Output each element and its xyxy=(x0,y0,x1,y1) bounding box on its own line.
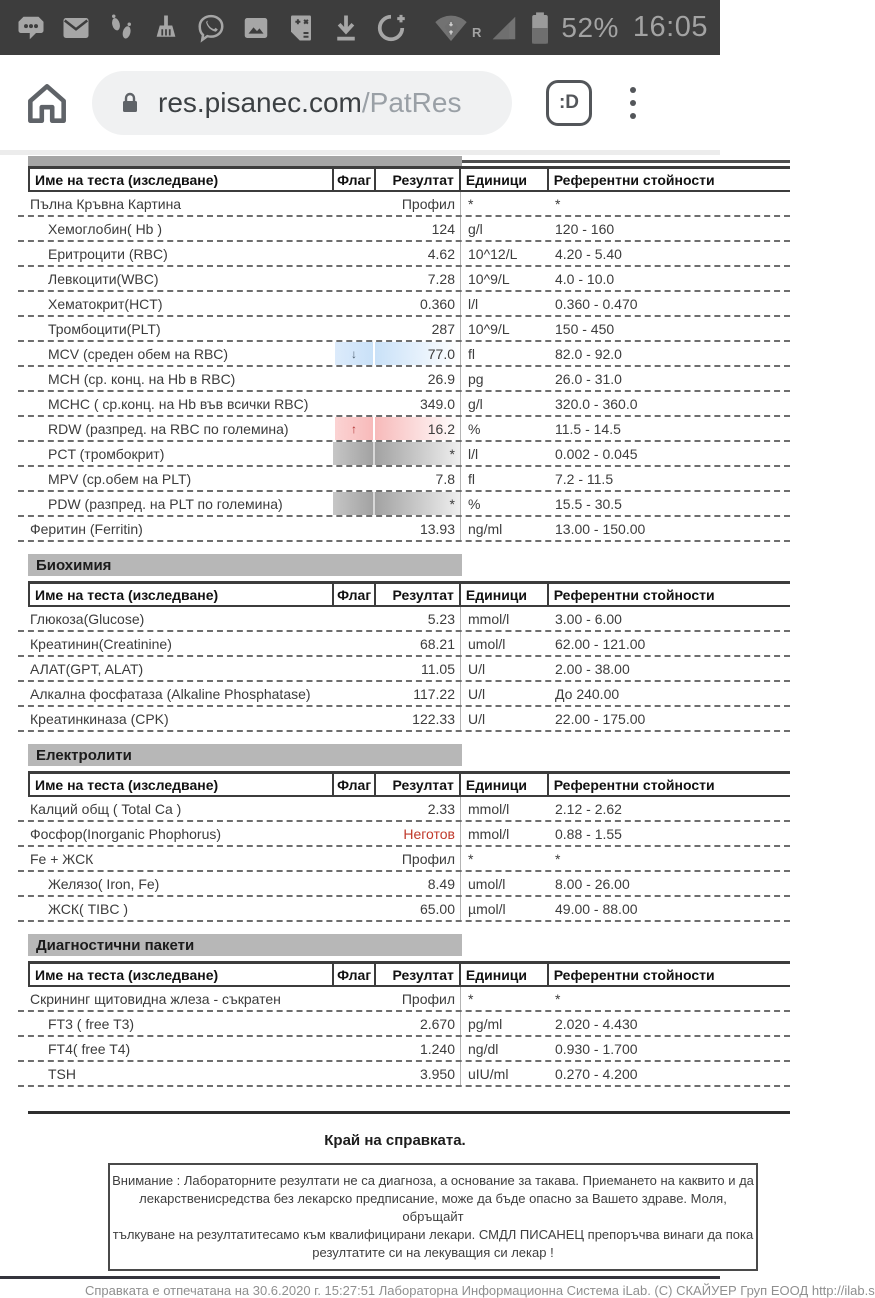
cell-flag xyxy=(333,707,375,730)
table-row xyxy=(18,1037,790,1062)
column-header-result: Резултат xyxy=(376,584,461,605)
cell-reference: 0.930 - 1.700 xyxy=(555,1040,638,1057)
battery-icon xyxy=(527,11,553,45)
cell-test-name: PCT (тромбокрит) xyxy=(48,445,165,462)
cell-test-name: Креатинин(Creatinine) xyxy=(30,635,172,652)
cell-test-name: FT3 ( free T3) xyxy=(48,1015,135,1032)
column-header-reference: Референтни стойности xyxy=(553,776,715,793)
cell-flag xyxy=(333,1012,375,1035)
warning-line: лекарственисредства без лекарско предписание, може да бъде опасно за Вашето здраве. Моля, обръщайт xyxy=(139,1191,727,1224)
cell-units: g/l xyxy=(460,392,548,415)
cell-test-name: FT4( free T4) xyxy=(48,1040,131,1057)
cell-result: 124 xyxy=(431,220,455,237)
table-row xyxy=(18,192,790,217)
cell-test-name: Фосфор(Inorganic Phophorus) xyxy=(30,825,222,842)
column-header-name: Име на теста (изследване) xyxy=(30,964,334,985)
results-table-header xyxy=(28,166,790,192)
column-header-units: Единици xyxy=(461,964,549,985)
cell-result: 77.0 xyxy=(375,342,460,365)
browser-bar xyxy=(0,55,720,150)
cell-test-name: Феритин (Ferritin) xyxy=(30,520,143,537)
cell-result: Профил xyxy=(401,195,455,212)
cell-test-name: Левкоцити(WBC) xyxy=(48,270,159,287)
clock: 16:05 xyxy=(632,11,708,43)
cell-units: ng/dl xyxy=(460,1037,548,1060)
cell-flag xyxy=(333,517,375,540)
table-row xyxy=(18,417,790,442)
cell-reference: 0.360 - 0.470 xyxy=(555,295,638,312)
cell-units: µmol/l xyxy=(460,897,548,920)
cell-flag xyxy=(333,897,375,920)
table-row xyxy=(18,317,790,342)
cell-units: U/l xyxy=(460,657,548,680)
cell-result: 13.93 xyxy=(419,520,455,537)
cell-test-name: PDW (разпред. на PLT по големина) xyxy=(48,495,283,512)
table-top-border xyxy=(462,160,790,163)
flag-arrow-icon: ↑ xyxy=(351,421,357,436)
results-table-header xyxy=(28,961,790,987)
column-header-flag: Флаг xyxy=(334,584,376,605)
wifi-icon xyxy=(434,12,468,44)
cell-reference: 4.0 - 10.0 xyxy=(555,270,615,287)
table-row xyxy=(18,632,790,657)
table-row xyxy=(18,707,790,732)
cell-reference: 2.12 - 2.62 xyxy=(555,800,622,817)
cell-units: umol/l xyxy=(460,632,548,655)
cell-test-name: RDW (разпред. на RBC по големина) xyxy=(48,420,289,437)
page-top-strip xyxy=(0,150,720,155)
cell-test-name: Алкална фосфатаза (Alkaline Phosphatase) xyxy=(30,685,311,702)
url-domain: res.pisanec.com xyxy=(158,86,362,118)
column-header-name: Име на теста (изследване) xyxy=(30,584,334,605)
cell-units: U/l xyxy=(460,707,548,730)
cell-reference: 8.00 - 26.00 xyxy=(555,875,630,892)
cell-result: * xyxy=(375,492,460,515)
print-info-text: Справката е отпечатана на 30.6.2020 г. 15:27:51 Лабораторна Информационна Система iLab. (C) СКАЙУЕР Груп ЕООД http://ilab.s xyxy=(85,1283,875,1298)
column-header-reference: Референтни стойности xyxy=(553,586,715,603)
cell-reference: 2.020 - 4.430 xyxy=(555,1015,638,1032)
data-saver-icon xyxy=(376,13,406,43)
table-row xyxy=(18,492,790,517)
cell-flag xyxy=(333,987,375,1010)
cell-result: 7.8 xyxy=(435,470,455,487)
cell-flag xyxy=(333,267,375,290)
cell-units: fl xyxy=(460,342,548,365)
table-row xyxy=(18,292,790,317)
gallery-icon xyxy=(241,13,271,43)
cell-test-name: ЖСК( TIBC ) xyxy=(48,900,129,917)
cell-result: 0.360 xyxy=(419,295,455,312)
table-row xyxy=(18,682,790,707)
status-bar xyxy=(0,0,720,55)
cell-result: Профил xyxy=(401,850,455,867)
results-table-header xyxy=(28,771,790,797)
table-row xyxy=(18,392,790,417)
cell-reference: * xyxy=(555,850,561,867)
cell-units: % xyxy=(460,417,548,440)
cell-result: 2.670 xyxy=(419,1015,455,1032)
cell-flag xyxy=(333,607,375,630)
results-table-header xyxy=(28,581,790,607)
table-row xyxy=(18,987,790,1012)
viber-icon xyxy=(196,13,226,43)
cell-test-name: Желязо( Iron, Fe) xyxy=(48,875,160,892)
cell-result: 8.49 xyxy=(427,875,455,892)
cell-units: % xyxy=(460,492,548,515)
flag-arrow-icon: ↓ xyxy=(351,346,357,361)
url-path: /PatRes xyxy=(361,86,462,118)
home-button[interactable] xyxy=(22,78,72,128)
cell-reference: 120 - 160 xyxy=(555,220,615,237)
column-header-result: Резултат xyxy=(376,169,461,190)
page-content xyxy=(0,150,875,1298)
cell-units: pg/ml xyxy=(460,1012,548,1035)
cell-test-name: Тромбоцити(PLT) xyxy=(48,320,161,337)
cell-flag xyxy=(333,392,375,415)
cell-result: 11.05 xyxy=(421,660,455,677)
cell-result: 4.62 xyxy=(427,245,455,262)
cell-reference: 320.0 - 360.0 xyxy=(555,395,638,412)
column-header-reference: Референтни стойности xyxy=(553,966,715,983)
cell-units: * xyxy=(460,192,548,215)
cell-flag xyxy=(333,682,375,705)
cell-units: 10^12/L xyxy=(460,242,548,265)
column-header-units: Единици xyxy=(461,169,549,190)
table-row xyxy=(18,342,790,367)
table-row xyxy=(18,1062,790,1087)
lock-icon xyxy=(118,89,142,117)
end-of-report-text: Край на справката. xyxy=(324,1132,466,1149)
cell-test-name: MCV (среден обем на RBC) xyxy=(48,345,229,362)
cell-result: 2.33 xyxy=(427,800,455,817)
cell-flag xyxy=(333,847,375,870)
battery-percent: 52% xyxy=(561,11,619,43)
table-row xyxy=(18,822,790,847)
cell-flag xyxy=(333,217,375,240)
table-row xyxy=(18,242,790,267)
cell-result: 117.22 xyxy=(413,685,455,702)
cell-reference: * xyxy=(555,990,561,1007)
column-header-result: Резултат xyxy=(376,964,461,985)
cell-result: 1.240 xyxy=(419,1040,455,1057)
warning-box xyxy=(108,1163,758,1271)
table-row xyxy=(18,517,790,542)
cell-reference: 82.0 - 92.0 xyxy=(555,345,622,362)
table-row xyxy=(18,367,790,392)
table-row xyxy=(18,847,790,872)
warning-line: Внимание : Лабораторните резултати не са диагноза, а основание за такава. Приемането на каквито и да xyxy=(112,1173,754,1188)
cell-reference: 2.00 - 38.00 xyxy=(555,660,630,677)
cell-result: 65.00 xyxy=(419,900,455,917)
cell-units: mmol/l xyxy=(460,822,548,845)
cell-units: g/l xyxy=(460,217,548,240)
cell-flag xyxy=(333,342,375,365)
table-row xyxy=(18,797,790,822)
menu-button[interactable] xyxy=(624,81,642,125)
cell-flag xyxy=(333,467,375,490)
section-title: Биохимия xyxy=(28,554,462,576)
cell-units: fl xyxy=(460,467,548,490)
column-header-flag: Флаг xyxy=(334,169,376,190)
cell-reference: 0.88 - 1.55 xyxy=(555,825,622,842)
cell-test-name: Калций общ ( Total Ca ) xyxy=(30,800,182,817)
cell-test-name: Хематокрит(HCT) xyxy=(48,295,163,312)
cell-flag xyxy=(333,242,375,265)
tab-switcher-button[interactable] xyxy=(546,80,592,126)
cell-test-name: Глюкоза(Glucose) xyxy=(30,610,145,627)
cell-test-name: Еритроцити (RBC) xyxy=(48,245,168,262)
table-row xyxy=(18,217,790,242)
cell-reference: 150 - 450 xyxy=(555,320,615,337)
column-header-result: Резултат xyxy=(376,774,461,795)
cleaner-icon xyxy=(151,13,181,43)
cell-units: pg xyxy=(460,367,548,390)
table-bottom-divider xyxy=(28,1111,790,1114)
cell-test-name: MCH (ср. конц. на Hb в RBC) xyxy=(48,370,236,387)
cell-result: 349.0 xyxy=(419,395,455,412)
cell-test-name: Скрининг щитовидна жлеза - съкратен xyxy=(30,990,281,1007)
tab-count-label: :D xyxy=(558,91,580,113)
cell-flag xyxy=(333,1062,375,1085)
table-row xyxy=(18,657,790,682)
cell-result: 7.28 xyxy=(427,270,455,287)
report-sections xyxy=(0,156,720,1087)
table-row xyxy=(18,442,790,467)
email-icon xyxy=(61,13,91,43)
column-header-reference: Референтни стойности xyxy=(553,171,715,188)
cell-test-name: Хемоглобин( Hb ) xyxy=(48,220,163,237)
section-bar-partial xyxy=(28,156,790,166)
menu-dots-icon xyxy=(630,87,636,93)
cell-units: mmol/l xyxy=(460,797,548,820)
cell-result: Профил xyxy=(401,990,455,1007)
column-header-flag: Флаг xyxy=(334,964,376,985)
cell-test-name: MPV (ср.обем на PLT) xyxy=(48,470,192,487)
cell-flag xyxy=(333,872,375,895)
cell-units: l/l xyxy=(460,442,548,465)
url-bar[interactable] xyxy=(92,71,512,135)
cell-flag xyxy=(333,797,375,820)
cell-test-name: Fe + ЖСК xyxy=(30,850,94,867)
signal-icon xyxy=(489,13,519,43)
cell-flag xyxy=(333,822,375,845)
cell-reference: 0.002 - 0.045 xyxy=(555,445,638,462)
column-header-name: Име на теста (изследване) xyxy=(30,774,334,795)
cell-reference: 13.00 - 150.00 xyxy=(555,520,646,537)
cell-flag xyxy=(333,657,375,680)
table-row xyxy=(18,1012,790,1037)
column-header-name: Име на теста (изследване) xyxy=(30,169,334,190)
cell-result: Неготов xyxy=(403,825,455,842)
cell-units: umol/l xyxy=(460,872,548,895)
cell-test-name: TSH xyxy=(48,1065,76,1082)
cell-flag xyxy=(333,367,375,390)
cell-reference: 62.00 - 121.00 xyxy=(555,635,646,652)
section-bar-remnant xyxy=(28,156,462,166)
cell-units: * xyxy=(460,987,548,1010)
cell-reference: 0.270 - 4.200 xyxy=(555,1065,638,1082)
cell-reference: 3.00 - 6.00 xyxy=(555,610,622,627)
cell-reference: 15.5 - 30.5 xyxy=(555,495,622,512)
cell-result: 5.23 xyxy=(427,610,455,627)
cell-reference: 22.00 - 175.00 xyxy=(555,710,646,727)
cell-reference: 7.2 - 11.5 xyxy=(555,470,614,487)
cell-flag xyxy=(333,1037,375,1060)
cell-reference: 49.00 - 88.00 xyxy=(555,900,638,917)
calculator-icon xyxy=(286,13,316,43)
cell-reference: 4.20 - 5.40 xyxy=(555,245,622,262)
column-header-units: Единици xyxy=(461,584,549,605)
cell-units: * xyxy=(460,847,548,870)
section-title: Електролити xyxy=(28,744,462,766)
section-title: Диагностични пакети xyxy=(28,934,462,956)
cell-flag xyxy=(333,192,375,215)
messaging-icon xyxy=(16,13,46,43)
warning-line: резултатите си на лекуващия си лекар ! xyxy=(312,1245,554,1260)
cell-result: 287 xyxy=(431,320,455,337)
table-row xyxy=(18,607,790,632)
cell-reference: До 240.00 xyxy=(555,685,620,702)
cell-flag xyxy=(333,442,375,465)
cell-result: 3.950 xyxy=(419,1065,455,1082)
column-header-units: Единици xyxy=(461,774,549,795)
cell-units: 10^9/L xyxy=(460,317,548,340)
cell-units: mmol/l xyxy=(460,607,548,630)
url-text xyxy=(158,87,461,119)
cell-test-name: Пълна Кръвна Картина xyxy=(30,195,182,212)
cell-units: U/l xyxy=(460,682,548,705)
cell-reference: 26.0 - 31.0 xyxy=(555,370,622,387)
cell-flag xyxy=(333,492,375,515)
footprints-icon xyxy=(106,13,136,43)
download-icon xyxy=(331,13,361,43)
cell-test-name: Креатинкиназа (CPK) xyxy=(30,710,169,727)
cell-test-name: MCHC ( ср.конц. на Hb във всички RBC) xyxy=(48,395,309,412)
cell-result: * xyxy=(375,442,460,465)
cell-flag xyxy=(333,292,375,315)
status-bar-right xyxy=(434,11,708,45)
cell-flag xyxy=(333,317,375,340)
cell-result: 16.2 xyxy=(375,417,460,440)
roaming-indicator: R xyxy=(471,25,482,40)
cell-flag xyxy=(333,417,375,440)
table-row xyxy=(18,267,790,292)
cell-units: uIU/ml xyxy=(460,1062,548,1085)
cell-result: 122.33 xyxy=(412,710,455,727)
cell-test-name: АЛАТ(GPT, ALAT) xyxy=(30,660,144,677)
cell-units: l/l xyxy=(460,292,548,315)
cell-reference: * xyxy=(555,195,561,212)
cell-reference: 11.5 - 14.5 xyxy=(555,420,621,437)
column-header-flag: Флаг xyxy=(334,774,376,795)
cell-result: 26.9 xyxy=(427,370,455,387)
footer-divider xyxy=(0,1276,720,1279)
cell-flag xyxy=(333,632,375,655)
cell-units: 10^9/L xyxy=(460,267,548,290)
cell-units: ng/ml xyxy=(460,517,548,540)
table-row xyxy=(18,467,790,492)
warning-line: тълкуване на резултатитесамо към квалифицирани лекари. СМДЛ ПИСАНЕЦ препоръчва винаги да пока xyxy=(112,1227,754,1242)
table-row xyxy=(18,872,790,897)
table-row xyxy=(18,897,790,922)
cell-result: 68.21 xyxy=(419,635,455,652)
